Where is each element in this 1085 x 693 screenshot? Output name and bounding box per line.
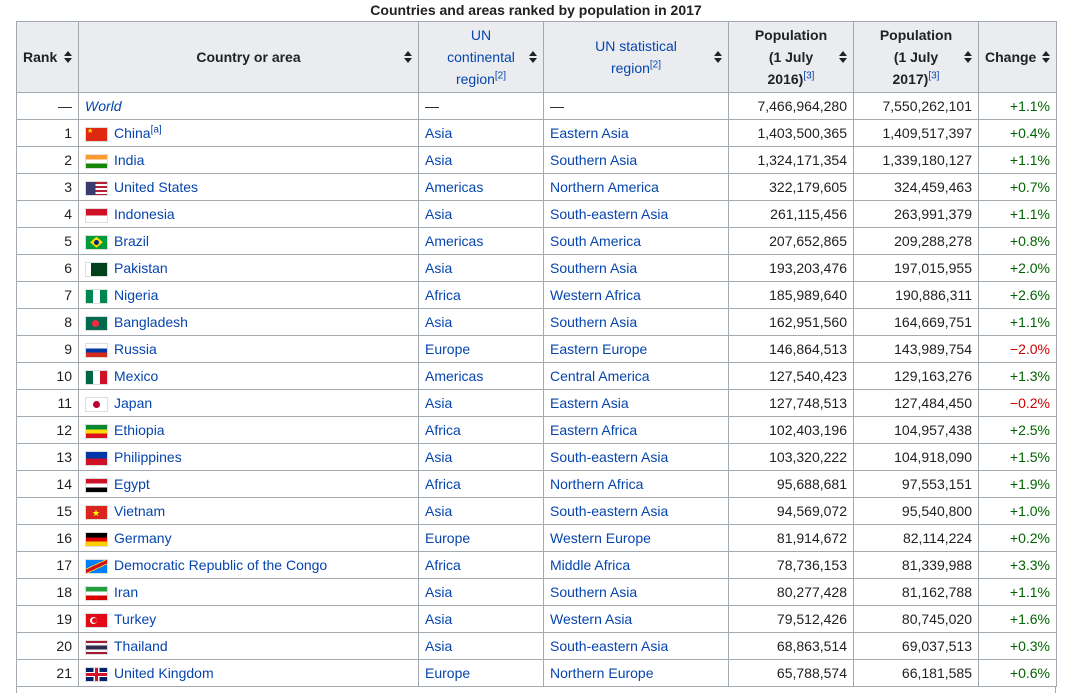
continental-region-link[interactable]: Asia: [425, 449, 453, 465]
continental-cell: [419, 363, 544, 390]
country-link[interactable]: United States: [114, 179, 199, 195]
continental-cell: [419, 336, 544, 363]
change-cell: +2.5%: [979, 417, 1057, 444]
philippines-flag-icon[interactable]: [85, 451, 108, 466]
germany-flag-icon[interactable]: [85, 532, 108, 547]
continental-region-link[interactable]: Asia: [425, 206, 453, 222]
rank-cell: 17: [17, 552, 79, 579]
continental-header-line-1[interactable]: UN: [470, 27, 492, 43]
continental-header-line-2[interactable]: continental: [447, 49, 515, 65]
pop2016-cell: 322,179,605: [729, 174, 854, 201]
nigeria-flag-icon[interactable]: [85, 289, 108, 304]
change-cell: +2.0%: [979, 255, 1057, 282]
continental-region-link[interactable]: Asia: [425, 260, 453, 276]
indonesia-flag-icon[interactable]: [85, 208, 108, 223]
india-flag-icon[interactable]: [85, 154, 108, 169]
change-cell: +1.1%: [979, 579, 1057, 606]
pop2016-cell: 103,320,222: [729, 444, 854, 471]
pop2017-cell: 81,339,988: [854, 552, 979, 579]
sort-icon[interactable]: [714, 51, 722, 63]
continental-header-line-3[interactable]: region: [455, 71, 495, 87]
country-cell: [79, 228, 419, 255]
rank-cell: 20: [17, 633, 79, 660]
population-2017-header[interactable]: [854, 22, 979, 93]
table-row: [17, 552, 1057, 579]
country-link[interactable]: United Kingdom: [114, 665, 214, 681]
statistical-region-link[interactable]: Northern America: [550, 179, 659, 195]
statistical-region-header[interactable]: [544, 22, 729, 93]
statistical-region-link[interactable]: South-eastern Asia: [550, 449, 669, 465]
rank-header-label: Rank: [23, 49, 58, 65]
continental-cell: [419, 228, 544, 255]
country-cell: [79, 660, 419, 687]
world-row: [17, 93, 1057, 120]
change-cell: +3.3%: [979, 552, 1057, 579]
country-link[interactable]: India: [114, 152, 145, 168]
pop2016-cell: 193,203,476: [729, 255, 854, 282]
pop2017-cell: 95,540,800: [854, 498, 979, 525]
pop2017-cell: 324,459,463: [854, 174, 979, 201]
statistical-cell: [544, 579, 729, 606]
continental-cell: [419, 417, 544, 444]
sort-icon[interactable]: [1042, 51, 1050, 63]
statistical-cell: —: [544, 93, 729, 120]
continental-region-link[interactable]: Asia: [425, 314, 453, 330]
statistical-region-link[interactable]: South-eastern Asia: [550, 206, 669, 222]
table-row: [17, 228, 1057, 255]
pop2017-cell: 1,339,180,127: [854, 147, 979, 174]
rank-cell: 9: [17, 336, 79, 363]
statistical-cell: [544, 417, 729, 444]
pop2016-cell: 127,540,423: [729, 363, 854, 390]
bangladesh-flag-icon[interactable]: [85, 316, 108, 331]
continental-cell: [419, 201, 544, 228]
continental-region-link[interactable]: Asia: [425, 638, 453, 654]
pop2017-cell: 97,553,151: [854, 471, 979, 498]
statistical-cell: [544, 201, 729, 228]
statistical-region-link[interactable]: Eastern Europe: [550, 341, 648, 357]
pop2017-cell: 82,114,224: [854, 525, 979, 552]
continental-cell: [419, 120, 544, 147]
statistical-region-link[interactable]: Northern Africa: [550, 476, 644, 492]
rank-cell: 12: [17, 417, 79, 444]
sort-icon[interactable]: [529, 51, 537, 63]
statistical-region-link[interactable]: South America: [550, 233, 642, 249]
footnote-link[interactable]: [a]: [150, 124, 162, 136]
rank-cell: 2: [17, 147, 79, 174]
country-link[interactable]: China: [114, 125, 151, 141]
pop2017-cell: 143,989,754: [854, 336, 979, 363]
pop2017-cell: 66,181,585: [854, 660, 979, 687]
pop2016-cell: 261,115,456: [729, 201, 854, 228]
table-row: [17, 417, 1057, 444]
continental-cell: [419, 390, 544, 417]
thailand-flag-icon[interactable]: [85, 640, 108, 655]
country-cell: [79, 606, 419, 633]
statistical-region-link[interactable]: Eastern Asia: [550, 125, 629, 141]
rank-cell: 4: [17, 201, 79, 228]
iran-flag-icon[interactable]: [85, 586, 108, 601]
table-row: [17, 633, 1057, 660]
pop2017-cell: 104,918,090: [854, 444, 979, 471]
country-cell: [79, 147, 419, 174]
country-link[interactable]: Thailand: [114, 638, 168, 654]
continental-cell: [419, 579, 544, 606]
pop2017-cell: 209,288,278: [854, 228, 979, 255]
pop2017-cell: 129,163,276: [854, 363, 979, 390]
pop2017-cell: 7,550,262,101: [854, 93, 979, 120]
pop2017-cell: 197,015,955: [854, 255, 979, 282]
table-row: [17, 606, 1057, 633]
table-row: [17, 525, 1057, 552]
country-link[interactable]: Germany: [114, 530, 172, 546]
change-cell: +1.1%: [979, 147, 1057, 174]
sort-icon[interactable]: [964, 51, 972, 63]
pop2016-cell: 7,466,964,280: [729, 93, 854, 120]
country-link[interactable]: Iran: [114, 584, 139, 600]
rank-cell: 21: [17, 660, 79, 687]
country-link[interactable]: Egypt: [114, 476, 150, 492]
country-link[interactable]: Philippines: [114, 449, 182, 465]
table-row: [17, 336, 1057, 363]
rank-cell: 7: [17, 282, 79, 309]
change-cell: +1.6%: [979, 606, 1057, 633]
change-cell: +1.1%: [979, 93, 1057, 120]
continental-cell: [419, 309, 544, 336]
pop2016-cell: 1,403,500,365: [729, 120, 854, 147]
continental-cell: [419, 444, 544, 471]
country-link[interactable]: Pakistan: [114, 260, 168, 276]
country-cell: [79, 417, 419, 444]
statistical-cell: [544, 525, 729, 552]
statistical-cell: [544, 336, 729, 363]
country-cell: [79, 633, 419, 660]
statistical-region-link[interactable]: South-eastern Asia: [550, 503, 669, 519]
table-row: [17, 390, 1057, 417]
sort-icon[interactable]: [64, 51, 72, 63]
dr-congo-flag-icon[interactable]: [85, 559, 108, 574]
rank-cell: 8: [17, 309, 79, 336]
continental-region-link[interactable]: Americas: [425, 179, 484, 195]
pop2017-cell: 164,669,751: [854, 309, 979, 336]
statistical-header-line-1[interactable]: UN statistical: [595, 38, 677, 54]
pop2016-cell: 78,736,153: [729, 552, 854, 579]
continental-cell: [419, 660, 544, 687]
change-cell: +0.8%: [979, 228, 1057, 255]
pop2016-cell: 68,863,514: [729, 633, 854, 660]
united-states-flag-icon[interactable]: [85, 181, 108, 196]
continental-cell: [419, 606, 544, 633]
pop2016-header-line-1: Population: [754, 27, 828, 43]
change-cell: +0.4%: [979, 120, 1057, 147]
pop2016-cell: 162,951,560: [729, 309, 854, 336]
table-row: [17, 498, 1057, 525]
pop2017-cell: 127,484,450: [854, 390, 979, 417]
pop2017-cell: 80,745,020: [854, 606, 979, 633]
change-cell: +1.3%: [979, 363, 1057, 390]
vietnam-flag-icon[interactable]: ★: [85, 505, 108, 520]
country-link[interactable]: Ethiopia: [114, 422, 165, 438]
statistical-cell: [544, 444, 729, 471]
change-cell: −2.0%: [979, 336, 1057, 363]
pop2017-cell: 69,037,513: [854, 633, 979, 660]
statistical-region-link[interactable]: Western Asia: [550, 611, 633, 627]
country-link[interactable]: Russia: [114, 341, 157, 357]
ethiopia-flag-icon[interactable]: [85, 424, 108, 439]
rank-cell: 18: [17, 579, 79, 606]
rank-header[interactable]: [17, 22, 79, 93]
statistical-region-link[interactable]: Western Africa: [550, 287, 641, 303]
statistical-region-link[interactable]: Eastern Africa: [550, 422, 638, 438]
continental-cell: [419, 525, 544, 552]
change-header-label: Change: [985, 49, 1037, 65]
pop2017-header-line-2: (1 July: [893, 49, 939, 65]
continental-region-link[interactable]: Asia: [425, 503, 453, 519]
statistical-cell: [544, 633, 729, 660]
world-link[interactable]: World: [79, 93, 419, 120]
pop2016-cell: 80,277,428: [729, 579, 854, 606]
country-cell: [79, 579, 419, 606]
table-row: [17, 174, 1057, 201]
table-row: [17, 201, 1057, 228]
pop2016-cell: 65,788,574: [729, 660, 854, 687]
country-cell: [79, 471, 419, 498]
statistical-cell: [544, 147, 729, 174]
rank-cell: 11: [17, 390, 79, 417]
rank-cell: 5: [17, 228, 79, 255]
pop2016-cell: 1,324,171,354: [729, 147, 854, 174]
rank-cell: 16: [17, 525, 79, 552]
change-cell: +1.1%: [979, 201, 1057, 228]
country-header-label: Country or area: [196, 49, 301, 65]
pop2016-header-line-2: (1 July: [768, 49, 814, 65]
statistical-cell: [544, 660, 729, 687]
rank-cell: 3: [17, 174, 79, 201]
country-link[interactable]: Turkey: [114, 611, 157, 627]
table-row: [17, 282, 1057, 309]
continental-region-link[interactable]: Africa: [425, 287, 461, 303]
pop2017-cell: 104,957,438: [854, 417, 979, 444]
pop2017-cell: 1,409,517,397: [854, 120, 979, 147]
country-link[interactable]: Brazil: [114, 233, 150, 249]
sort-icon[interactable]: [839, 51, 847, 63]
japan-flag-icon[interactable]: [85, 397, 108, 412]
country-link[interactable]: Vietnam: [114, 503, 166, 519]
statistical-cell: [544, 606, 729, 633]
change-cell: +1.0%: [979, 498, 1057, 525]
population-table: [16, 21, 1057, 687]
statistical-region-link[interactable]: Southern Asia: [550, 260, 638, 276]
continental-cell: —: [419, 93, 544, 120]
country-cell: [79, 255, 419, 282]
country-link[interactable]: Bangladesh: [114, 314, 188, 330]
change-cell: +1.1%: [979, 309, 1057, 336]
continental-region-link[interactable]: Asia: [425, 584, 453, 600]
statistical-cell: [544, 363, 729, 390]
pakistan-flag-icon[interactable]: [85, 262, 108, 277]
continental-cell: [419, 498, 544, 525]
country-link[interactable]: Democratic Republic of the Congo: [114, 557, 328, 573]
statistical-cell: [544, 228, 729, 255]
united-kingdom-flag-icon[interactable]: [85, 667, 108, 682]
egypt-flag-icon[interactable]: [85, 478, 108, 493]
statistical-region-link[interactable]: Northern Europe: [550, 665, 654, 681]
pop2016-cell: 102,403,196: [729, 417, 854, 444]
pop2017-cell: 263,991,379: [854, 201, 979, 228]
statistical-cell: [544, 255, 729, 282]
country-cell: [79, 444, 419, 471]
change-cell: +2.6%: [979, 282, 1057, 309]
pop2016-cell: 207,652,865: [729, 228, 854, 255]
continental-region-link[interactable]: Americas: [425, 233, 484, 249]
table-row: [17, 255, 1057, 282]
statistical-region-link[interactable]: Central America: [550, 368, 650, 384]
change-cell: −0.2%: [979, 390, 1057, 417]
change-cell: +1.5%: [979, 444, 1057, 471]
country-cell: [79, 282, 419, 309]
population-2016-header[interactable]: [729, 22, 854, 93]
country-cell: [79, 309, 419, 336]
continental-region-link[interactable]: Africa: [425, 476, 461, 492]
continental-region-link[interactable]: Asia: [425, 152, 453, 168]
table-row: [17, 579, 1057, 606]
turkey-flag-icon[interactable]: [85, 613, 108, 628]
continental-region-header[interactable]: [419, 22, 544, 93]
pop2016-header-line-3: 2016): [767, 71, 804, 87]
rank-cell: 14: [17, 471, 79, 498]
country-cell: [79, 336, 419, 363]
statistical-region-link[interactable]: Middle Africa: [550, 557, 631, 573]
pop2016-cell: 146,864,513: [729, 336, 854, 363]
continental-region-link[interactable]: Europe: [425, 665, 471, 681]
pop2016-cell: 185,989,640: [729, 282, 854, 309]
statistical-region-link[interactable]: Western Europe: [550, 530, 651, 546]
rank-cell: —: [17, 93, 79, 120]
statistical-cell: [544, 552, 729, 579]
china-flag-icon[interactable]: ★: [85, 127, 108, 142]
statistical-region-link[interactable]: South-eastern Asia: [550, 638, 669, 654]
change-cell: +0.7%: [979, 174, 1057, 201]
country-cell: [79, 363, 419, 390]
russia-flag-icon[interactable]: [85, 343, 108, 358]
continental-cell: [419, 147, 544, 174]
header-row: [17, 22, 1057, 93]
table-row-partial: [16, 686, 1056, 693]
country-cell: [79, 174, 419, 201]
statistical-cell: [544, 120, 729, 147]
sort-icon[interactable]: [404, 51, 412, 63]
table-row: [17, 120, 1057, 147]
statistical-region-link[interactable]: Southern Asia: [550, 584, 638, 600]
continental-cell: [419, 174, 544, 201]
pop2016-cell: 79,512,426: [729, 606, 854, 633]
country-cell: [79, 201, 419, 228]
statistical-cell: [544, 309, 729, 336]
country-cell: [79, 498, 419, 525]
statistical-cell: [544, 174, 729, 201]
continental-region-link[interactable]: Americas: [425, 368, 484, 384]
statistical-cell: [544, 471, 729, 498]
pop2016-cell: 127,748,513: [729, 390, 854, 417]
brazil-flag-icon[interactable]: [85, 235, 108, 250]
statistical-cell: [544, 498, 729, 525]
continental-region-link[interactable]: Europe: [425, 341, 471, 357]
country-cell: [79, 525, 419, 552]
country-link[interactable]: Mexico: [114, 368, 159, 384]
mexico-flag-icon[interactable]: [85, 370, 108, 385]
country-cell: [79, 552, 419, 579]
pop2017-cell: 81,162,788: [854, 579, 979, 606]
continental-region-link[interactable]: Asia: [425, 395, 453, 411]
rank-cell: 6: [17, 255, 79, 282]
continental-cell: [419, 282, 544, 309]
continental-region-link[interactable]: Africa: [425, 422, 461, 438]
continental-region-link[interactable]: Asia: [425, 125, 453, 141]
table-row: [17, 363, 1057, 390]
continental-region-link[interactable]: Asia: [425, 611, 453, 627]
pop2017-ref-link[interactable]: [3]: [928, 70, 940, 82]
rank-cell: 13: [17, 444, 79, 471]
statistical-cell: [544, 390, 729, 417]
pop2016-cell: 95,688,681: [729, 471, 854, 498]
change-cell: +0.3%: [979, 633, 1057, 660]
country-link[interactable]: Nigeria: [114, 287, 159, 303]
continental-region-link[interactable]: Europe: [425, 530, 471, 546]
statistical-ref-link[interactable]: [2]: [649, 59, 662, 71]
statistical-region-link[interactable]: Eastern Asia: [550, 395, 629, 411]
rank-cell: 15: [17, 498, 79, 525]
continental-cell: [419, 552, 544, 579]
statistical-region-link[interactable]: Southern Asia: [550, 152, 638, 168]
rank-cell: 19: [17, 606, 79, 633]
pop2016-cell: 81,914,672: [729, 525, 854, 552]
change-cell: +1.9%: [979, 471, 1057, 498]
pop2017-header-line-1: Population: [879, 27, 953, 43]
change-cell: +0.6%: [979, 660, 1057, 687]
continental-ref-link[interactable]: [2]: [494, 70, 507, 82]
statistical-cell: [544, 282, 729, 309]
table-caption: Countries and areas ranked by population in 2017: [370, 2, 702, 18]
change-header[interactable]: [979, 22, 1057, 93]
continental-cell: [419, 471, 544, 498]
country-cell: [79, 120, 419, 147]
pop2017-header-line-3: 2017): [892, 71, 929, 87]
continental-cell: [419, 255, 544, 282]
table-row: [17, 147, 1057, 174]
statistical-header-line-2[interactable]: region: [610, 60, 650, 76]
rank-cell: 1: [17, 120, 79, 147]
pop2016-ref-link[interactable]: [3]: [803, 70, 815, 82]
change-cell: +0.2%: [979, 525, 1057, 552]
table-row: [17, 444, 1057, 471]
pop2016-cell: 94,569,072: [729, 498, 854, 525]
continental-cell: [419, 633, 544, 660]
rank-cell: 10: [17, 363, 79, 390]
table-row: [17, 660, 1057, 687]
country-header[interactable]: [79, 22, 419, 93]
continental-region-link[interactable]: Africa: [425, 557, 461, 573]
table-row: [17, 309, 1057, 336]
country-link[interactable]: Indonesia: [114, 206, 175, 222]
country-link[interactable]: Japan: [114, 395, 153, 411]
country-cell: [79, 390, 419, 417]
statistical-region-link[interactable]: Southern Asia: [550, 314, 638, 330]
table-row: [17, 471, 1057, 498]
pop2017-cell: 190,886,311: [854, 282, 979, 309]
